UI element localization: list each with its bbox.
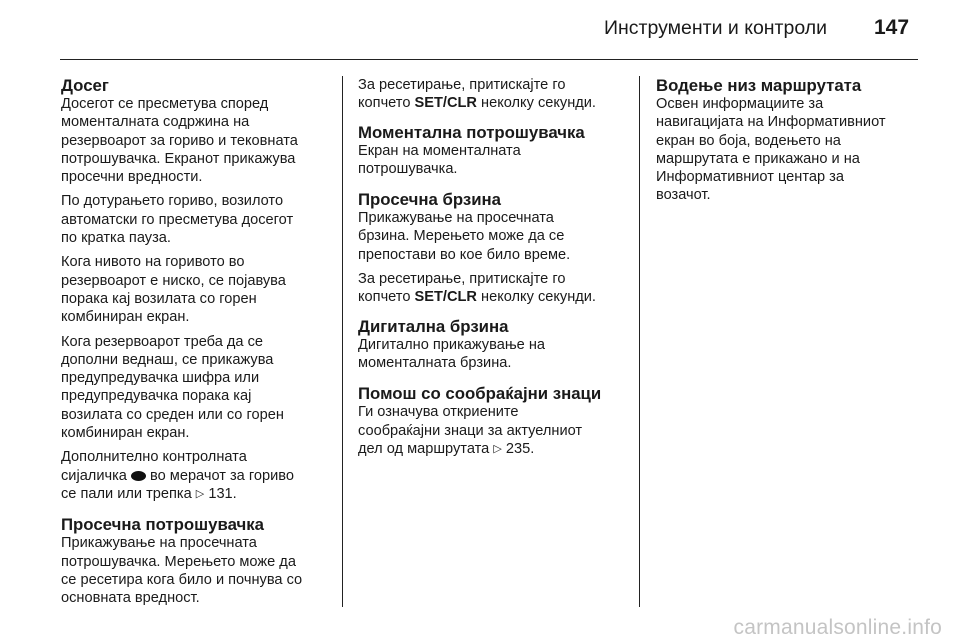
section-title-digital-speed: Дигитална брзина [358,316,509,336]
text-line: потрошувачка. Мерењето може да [61,553,296,570]
section-title-route-guidance: Водење низ маршрутата [656,76,862,95]
column-divider [639,76,640,607]
text-line: навигацијата на Информативниот [656,114,886,131]
text-line: порака кај возилата со горен [61,290,257,307]
text-fragment: неколку секунди. [481,95,596,112]
text-line: За ресетирање, притискајте го [358,77,566,93]
paragraph [656,95,926,205]
text-line: Ги означува откриените [358,404,519,421]
text-line: екран во боја, водењето на [656,132,841,149]
text-line: По дотурањето гориво, возилото [61,193,284,210]
paragraph [358,336,628,373]
text-line: Освен информациите за [656,96,824,112]
section-title-instant-consumption: Моментална потрошувачка [358,122,585,142]
text-fragment: во мерачот за гориво [150,467,294,484]
text-line: Информативниот центар за [656,169,844,186]
text-line: моменталната содржина на [61,114,250,131]
fuel-warning-icon [131,471,146,481]
paragraph [358,209,628,264]
text-line: маршрутата е прикажано и на [656,150,860,167]
text-line: се ресетира кога било и почнува со [61,571,303,588]
text-line: возилата со среден или со горен [61,406,284,423]
column-1 [61,76,331,613]
text-line [61,485,331,503]
section-title-traffic-sign-assist: Помош со сообраќајни знаци [358,384,602,404]
text-line: моменталната брзина. [358,354,512,371]
page-reference-link[interactable]: 131. [208,485,237,502]
section-title-range: Досег [61,76,109,95]
text-fragment: се пали или трепка [61,485,192,502]
paragraph [61,192,331,247]
text-line: Прикажување на просечната [358,210,554,227]
paragraph [61,95,331,186]
text-line: по кратка пауза. [61,230,171,247]
text-line: резервоарот е ниско, се појавува [61,272,286,289]
text-line: комбиниран екран. [61,425,190,442]
page-number: 147 [874,16,910,39]
text-line: просечни вредности. [61,169,203,186]
text-line: потрошувачка. Екранот прикажува [61,150,296,167]
text-line: комбиниран екран. [61,309,190,326]
text-line: предупредувачка шифра или [61,370,260,387]
text-fragment: копчето [358,289,411,306]
page-reference-link[interactable]: 235. [505,440,535,457]
page-header-title: Инструменти и контроли [604,17,828,39]
text-line: Дополнително контролната [61,449,247,466]
text-line: Досегот се пресметува според [61,96,269,112]
text-fragment: сијаличка [61,467,127,484]
text-line: За ресетирање, притискајте го [358,271,566,288]
text-line [61,467,331,485]
paragraph [61,448,331,503]
paragraph [61,253,331,326]
text-line: возачот. [656,187,711,204]
text-fragment: неколку секунди. [481,289,596,306]
text-line: Дигитално прикажување на [358,336,546,353]
text-line: автоматски го пресметува досегот [61,211,294,228]
header-rule [60,59,918,60]
text-line: Кога нивото на горивото во [61,254,245,271]
paragraph [358,270,628,307]
column-2 [358,76,628,464]
text-line: препостави во кое било време. [358,246,571,263]
watermark: carmanualsonline.info [733,616,942,639]
button-name: SET/CLR [414,95,477,112]
text-line [358,288,628,306]
text-line: сообраќајни знаци за актуелниот [358,422,583,439]
text-line [358,94,628,112]
paragraph [61,333,331,443]
section-title-average-consumption: Просечна потрошувачка [61,515,264,535]
text-fragment: дел од маршрутата [358,440,490,457]
text-line: Прикажување на просечната [61,535,257,552]
section-title-average-speed: Просечна брзина [358,190,501,210]
column-divider [342,76,343,607]
paragraph [358,403,628,458]
column-3 [656,76,926,211]
reference-arrow-icon: ▷ [493,442,502,455]
text-line: резервоарот за гориво и тековната [61,132,298,149]
text-line: потрошувачка. [358,160,458,177]
paragraph [358,142,628,179]
text-line: основната вредност. [61,590,200,607]
reference-arrow-icon: ▷ [195,487,205,500]
paragraph [61,534,331,607]
text-line: дополни веднаш, се прикажува [61,351,274,368]
text-fragment: копчето [358,95,411,112]
text-line: брзина. Мерењето може да се [358,228,565,245]
paragraph [358,76,628,113]
text-line: Екран на моменталната [358,142,521,159]
button-name: SET/CLR [414,289,477,306]
text-line: Кога резервоарот треба да се [61,333,263,350]
text-line [358,440,628,458]
text-line: предупредувачка порака кај [61,388,252,405]
